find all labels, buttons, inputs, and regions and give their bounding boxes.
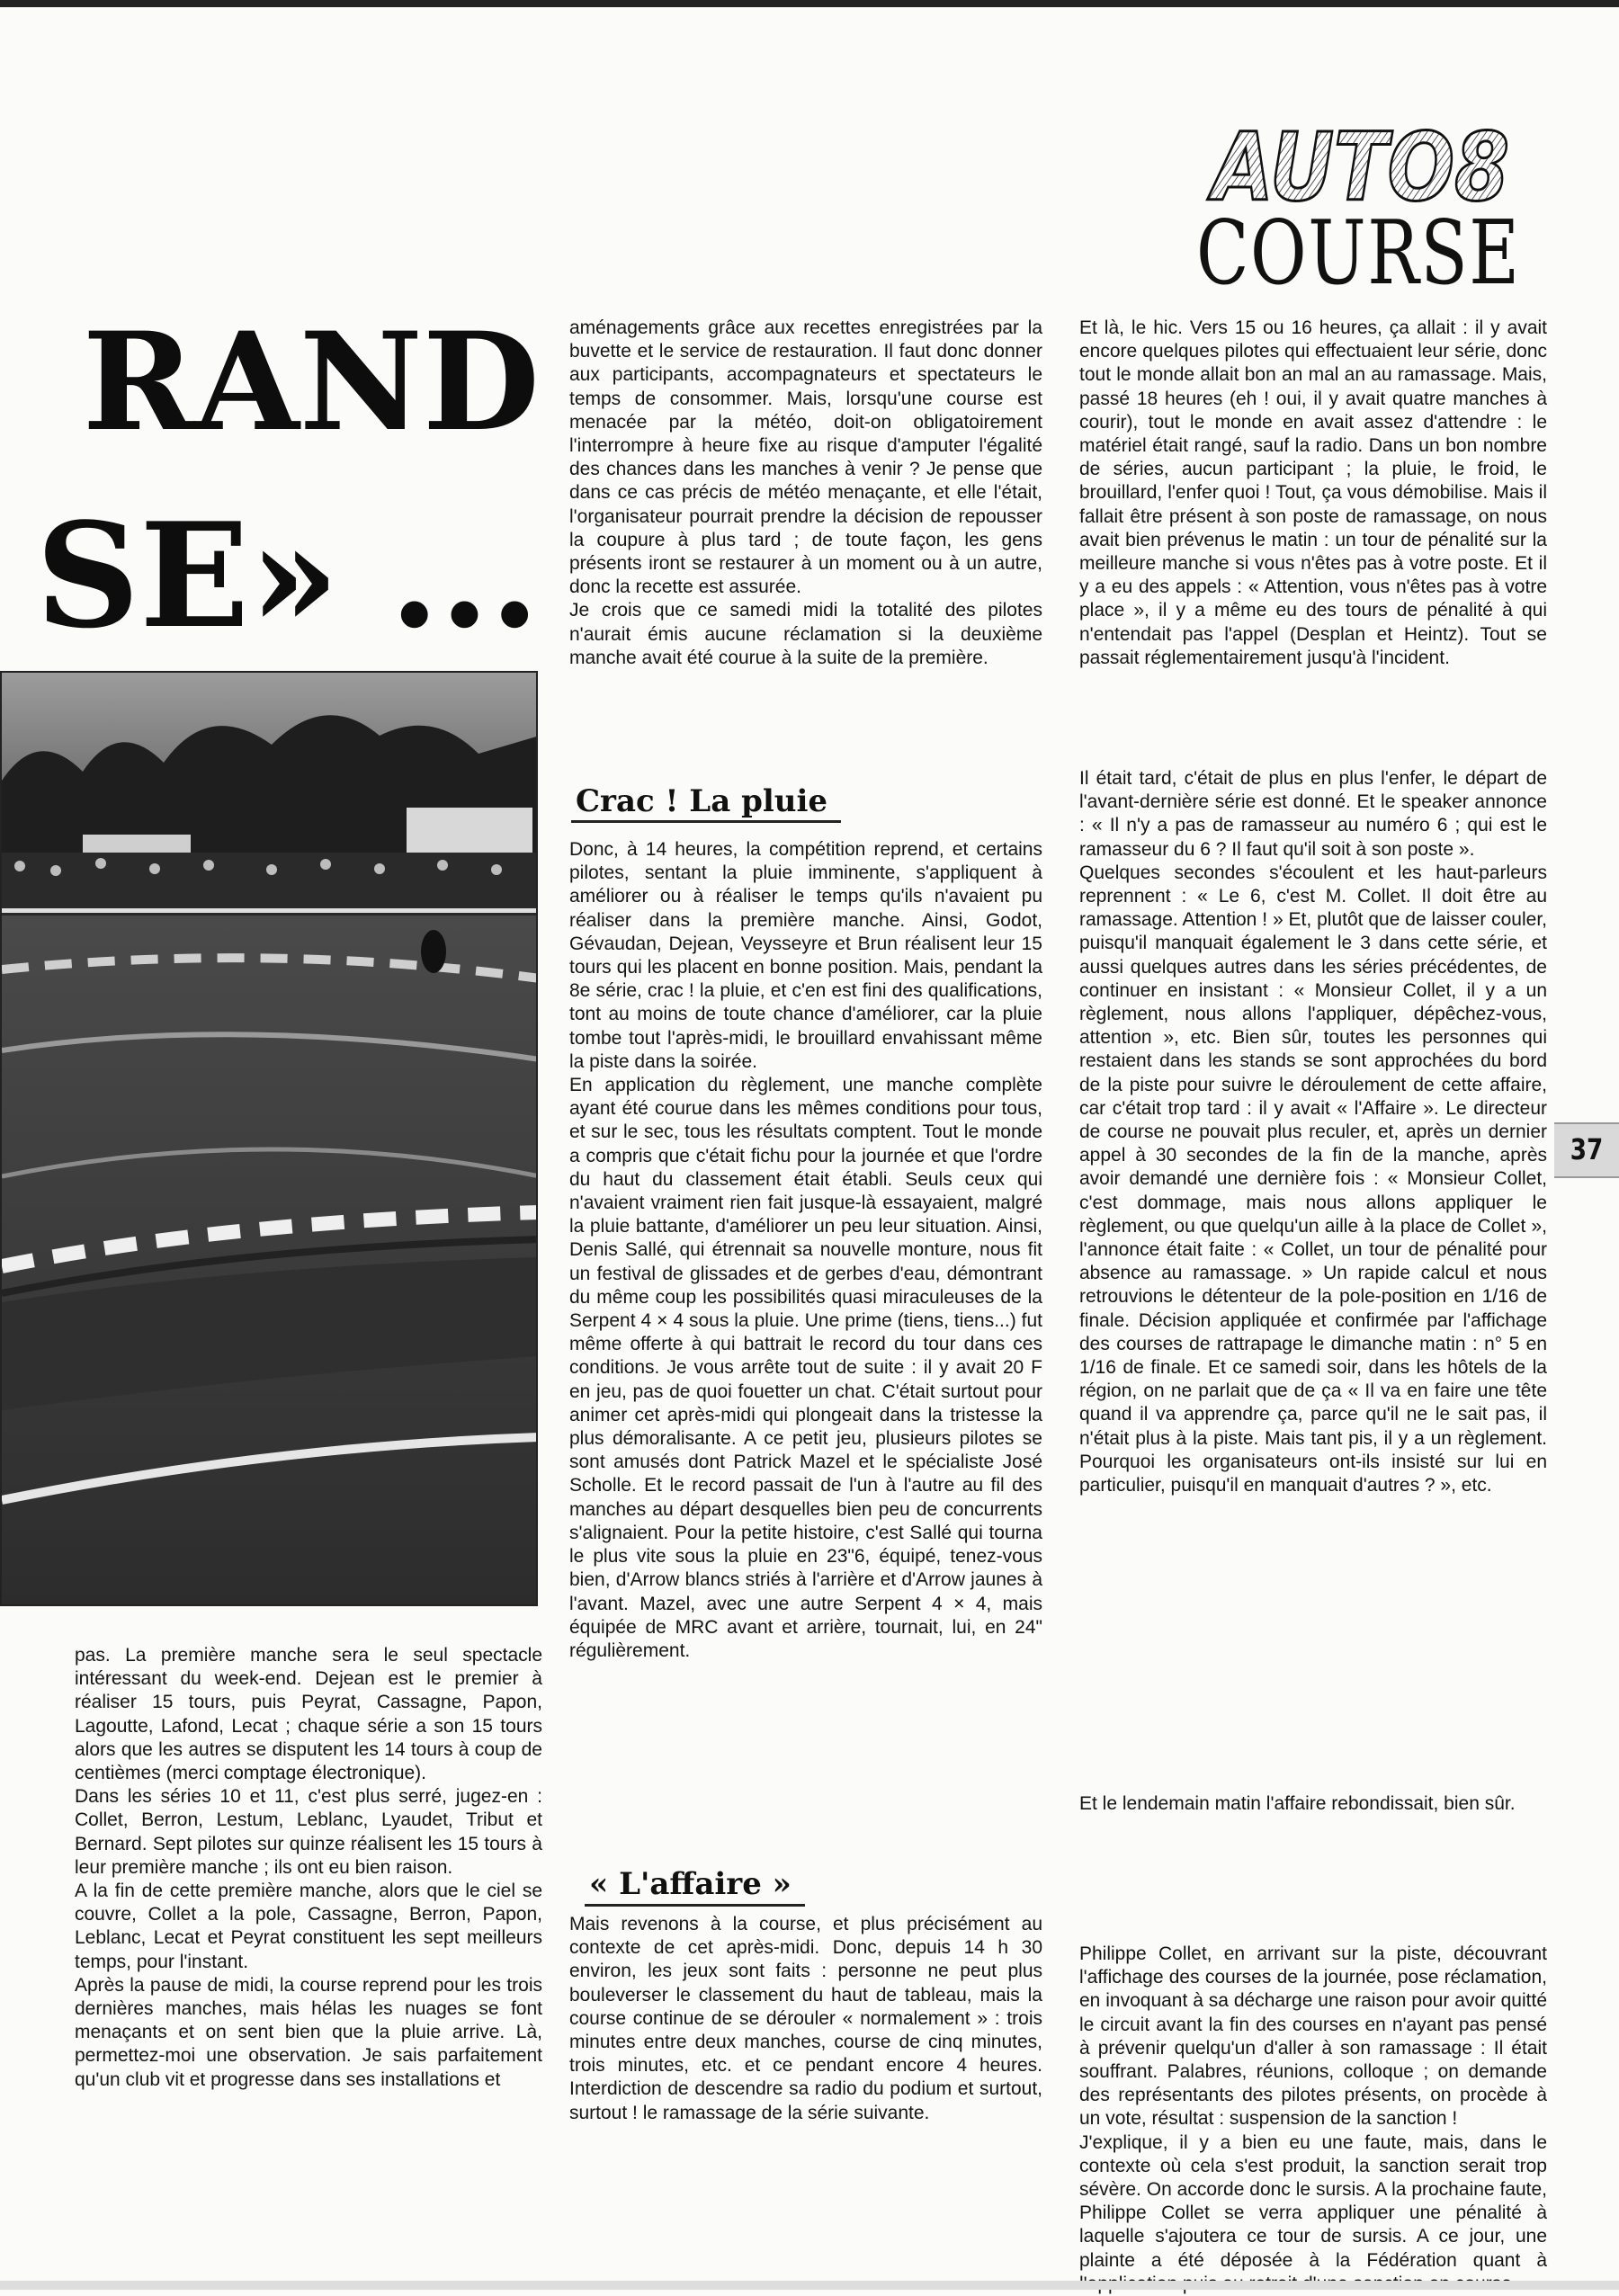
paragraph: Quelques secondes s'écoulent et les haut-parleurs reprennent : « Le 6, c'est M. Collet. Il doit être au ramassage. Attention ! » Et, plutôt que de laisser couler, puisqu'il manquait également le 3 dans cette série, et aussi quelques autres dans les séries précédentes, de continuer en insistant : « Monsieur Collet, il y a un règlement, nous allons l'appliquer, dépêchez-vous, attention », etc. Bien sûr, toutes les personnes qui restaient dans les stands se sont approchées du bord de la piste pour suivre le déroulement de cette affaire, car c'était trop tard : il y avait « l'Affaire ». Le directeur de course ne pouvait plus reculer, et, après un dernier appel à 30 secondes de la fin de la manche, après avoir demandé une dernière fois : « Monsieur Collet, c'est dommage, mais nous allons appliquer le règlement, ou que quelqu'un aille à la place de Collet », l'annonce était faite : « Collet, un tour de pénalité pour absence au ramassage. » Un rapide calcul et nous retrouvions le détenteur de la pole-position en 1/16 de finale. Décision appliquée et confirmée par l'affichage des courses de rattrapage le dimanche matin : n° 5 en 1/16 de finale. Et ce samedi soir, dans les hôtels de la région, on ne parlait que de ça « Il va en faire une tête quand il va apprendre ça, parce qu'il ne le sait pas, il n'était plus à la piste. Mais tant pis, il y a un règlement. Pourquoi les organisateurs ont-ils insisté sur lui en particulier, puisqu'il en manquait d'autres ? », etc.	[1079, 862, 1547, 1496]
article-column-3-middle	[1079, 767, 1547, 1497]
logo-text: AUTO8	[1207, 119, 1509, 213]
top-rule	[0, 0, 1619, 7]
subhead-rule	[585, 1904, 805, 1907]
page-number: 37	[1570, 1132, 1604, 1166]
paragraph: Donc, à 14 heures, la compétition reprend, et certains pilotes, sentant la pluie imminente, s'appliquent à améliorer ou à réaliser le temps qu'ils n'avaient pu réaliser dans la première manche. Ainsi, Godot, Gévaudan, Dejean, Veysseyre et Brun réalisent leur 15 tours qui les placent en bonne position. Mais, pendant la 8e série, crac ! la pluie, et c'en est fini des qualifications, tont au moins de toute chance d'améliorer, car la pluie tombe tout l'après-midi, le brouillard envahissant même la piste dans la soirée.	[569, 839, 1042, 1072]
rc-car-race-track-photo-icon	[2, 673, 538, 1606]
paragraph: Et là, le hic. Vers 15 ou 16 heures, ça allait : il y avait encore quelques pilotes qui effectuaient leur série, donc tout le monde allait bon an mal an au ramassage. Mais, passé 18 heures (eh ! oui, il y avait quatre manches à courir), tout le monde en avait assez d'attendre : le matériel était rangé, sauf la radio. Dans un bon nombre de séries, aucun participant ; la pluie, le froid, le brouillard, l'enfer quoi ! Tout, ça vous démobilise. Mais il fallait être présent à son poste de ramassage, on nous avait bien prévenus le matin : un tour de pénalité sur la meilleure manche si vous n'êtes pas à votre poste. Et il y a eu des appels : « Attention, vous n'êtes pas à votre place », il y a même eu des tours de pénalité à qui n'entendait pas l'appel (Desplan et Heintz). Tout se passait réglementairement jusqu'à l'incident.	[1079, 317, 1547, 668]
section-title: COURSE	[1196, 202, 1521, 305]
paragraph: J'explique, il y a bien eu une faute, mais, dans le contexte où cela s'est produit, la sanction serait trop sévère. On accorde donc le sursis. A la prochaine faute, Philippe Collet se verra appliquer une pénalité à laquelle s'ajoutera ce tour de sursis. A ce jour, une plainte a été déposée à la Fédération quant à	[1079, 2131, 1547, 2271]
page-bottom-edge	[0, 2281, 1619, 2290]
article-column-2-bottom	[569, 1913, 1042, 2125]
paragraph: Après la pause de midi, la course reprend pour les trois dernières manches, mais hélas les nuages se font menaçants et on sent bien que la pluie arrive. Là, permettez-moi une observation. Je sais parfaitement qu'un club vit et progresse dans ses installations et	[75, 1974, 542, 2090]
paragraph: Il était tard, c'était de plus en plus l'enfer, le départ de l'avant-dernière série est donné. Et le speaker annonce : « Il n'y a pas de ramasseur au numéro 6 ; qui est le ramasseur du 6 ? Il faut qu'il soit à son poste ».	[1079, 768, 1547, 860]
paragraph: En application du règlement, une manche complète ayant été courue dans les mêmes conditions pour tous, et sur le sec, tous les résultats comptent. Tout le monde a compris que c'était fichu pour la journée et que l'ordre du haut du classement était établi. Seuls ceux qui n'avaient vraiment rien fait jusque-là essayaient, malgré la pluie battante, d'améliorer un peu leur situation. Ainsi, Denis Sallé, qui étrennait sa nouvelle monture, nous fit un festival de glissades et de gerbes d'eau, démontrant du même coup les possibilités quasi miraculeuses de la Serpent 4 × 4 sous la pluie. Une prime (tiens, tiens...) fut même offerte à qui battrait le record du tour dans ces conditions. Je vous arrête tout de suite : il y avait 20 F en jeu, pas de quoi fouetter un chat. C'était surtout pour animer cet après-midi qui plongeait dans la tristesse la plus démoralisante. A ce petit jeu, plusieurs pilotes se sont amusés dont Patrick Mazel et le spécialiste José Scholle. Et le record passait de l'un à l'autre au fil des manches au départ desquelles bien peu de concurrents s'alignaient. Pour la petite histoire, c'est Sallé qui tourna le plus vite sous la pluie en 23"6, équipé, tenez-vous bien, d'Arrow blancs striés à l'arrière et d'Arrow jaunes à l'avant. Mazel, avec une autre Serpent 4 × 4, mais équipée de MRC avant et arrière, tournait, lui, en 24" régulièrement.	[569, 1075, 1042, 1661]
headline-line-2-text: SE» ...	[35, 504, 540, 648]
paragraph: aménagements grâce aux recettes enregistrées par la buvette et le service de restauration. Il faut donc donner aux participants, accompagnateurs et spectateurs le temps de consommer. Mais, lorsqu'une course est menacée par la météo, doit-on obligatoirement l'interrompre à heure fixe au risque d'amputer l'égalité des chances dans les manches à venir ? Je pense que dans ce cas précis de météo menaçante, et elle l'était, l'organisateur pourrait prendre la décision de repousser la coupure à plus tard ; de toute façon, les gens présents iront se restaurer à un moment ou à un autre, donc la recette est assurée.	[569, 317, 1042, 598]
article-column-3-bottom	[1079, 1943, 1547, 2296]
paragraph: Je crois que ce samedi midi la totalité des pilotes n'aurait émis aucune réclamation si la deuxième manche avait été courue à la suite de la première.	[569, 600, 1042, 668]
subhead-rule	[571, 820, 841, 823]
article-column-2-top	[569, 317, 1042, 670]
headline-line-1-text: RAND	[82, 315, 540, 450]
subhead-crac-la-pluie: Crac ! La pluie	[576, 783, 828, 819]
article-column-3-lower	[1079, 1792, 1547, 1816]
paragraph: pas. La première manche sera le seul spectacle intéressant du week-end. Dejean est le premier à réaliser 15 tours, puis Peyrat, Cassagne, Papon, Lagoutte, Lafond, Lecat ; chaque série a son 15 tours alors que les autres se disputent les 14 tours à coup de centièmes (merci comptage électronique).	[75, 1645, 542, 1784]
paragraph: Philippe Collet, en arrivant sur la piste, découvrant l'affichage des courses de la journée, pose réclamation, en invoquant à sa décharge une raison pour avoir quitté le circuit avant la fin des courses en n'ayant pas pensé à prévenir quelqu'un d'aller à son ramassage : Il était souffrant. Palabres, réunions, colloque ; on demande des représentants des pilotes présents, on procède à un vote, résultat : suspension de la sanction !	[1079, 1943, 1547, 2130]
article-column-2-middle	[569, 838, 1042, 1663]
article-column-1	[75, 1644, 542, 2092]
auto8-logo	[1205, 119, 1547, 213]
paragraph: A la fin de cette première manche, alors que le ciel se couvre, Collet a la pole, Cassagne, Berron, Papon, Leblanc, Lecat et Peyrat constituent les sept meilleurs temps, pour l'instant.	[75, 1881, 542, 1972]
paragraph: Mais revenons à la course, et plus précisément au contexte de cet après-midi. Donc, depuis 14 h 30 environ, les jeux sont faits : personne ne peut plus bouleverser le classement du haut de tableau, mais la course continue de se dérouler « normalement » : trois minutes entre deux manches, course de cinq minutes, trois minutes, etc. et ce pendant encore 4 heures. Interdiction de descendre sa radio du podium et surtout, surtout ! le ramassage de la série suivante.	[569, 1914, 1042, 2123]
article-column-3-top	[1079, 317, 1547, 670]
page-number-tab	[1554, 1122, 1619, 1178]
headline-line-2	[0, 504, 540, 648]
paragraph: Dans les séries 10 et 11, c'est plus serré, jugez-en : Collet, Berron, Lestum, Leblanc, Lyaudet, Tribut et Bernard. Sept pilotes sur quinze réalisent les 15 tours à leur première manche ; ils ont eu bien raison.	[75, 1786, 542, 1878]
race-track-photo	[0, 671, 538, 1606]
subhead-laffaire: « L'affaire »	[589, 1866, 792, 1902]
paragraph: Et le lendemain matin l'affaire rebondissait, bien sûr.	[1079, 1793, 1516, 1814]
headline-line-1	[0, 315, 540, 450]
